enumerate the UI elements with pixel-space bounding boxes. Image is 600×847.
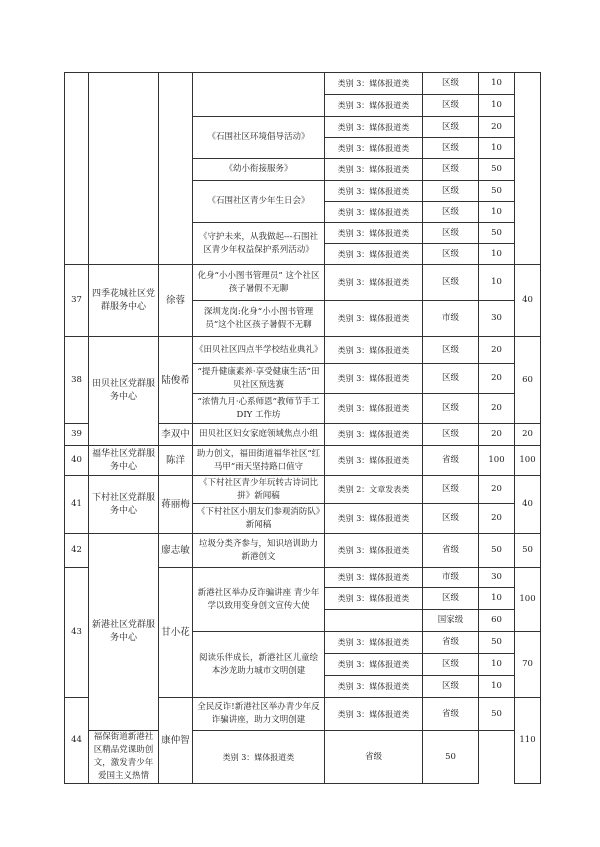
activity-cell <box>193 73 325 117</box>
score-cell: 10 <box>479 676 515 698</box>
record-table-container <box>64 72 540 784</box>
activity-cell: “浓情九月·心系师恩”教师节手工 DIY 工作坊 <box>193 394 325 424</box>
score-cell: 10 <box>479 73 515 95</box>
type-cell: 类别 3：媒体报道类 <box>193 731 325 784</box>
no-cell: 44 <box>65 698 89 784</box>
level-cell: 市级 <box>423 568 479 588</box>
score-cell: 10 <box>479 138 515 159</box>
activity-cell: “提升健康素养·享受健康生活”田贝社区预选赛 <box>193 364 325 394</box>
score-cell: 50 <box>423 731 479 784</box>
score-cell: 50 <box>479 698 515 731</box>
level-cell: 区级 <box>423 73 479 95</box>
level-cell: 市级 <box>423 301 479 337</box>
score-cell: 10 <box>479 654 515 676</box>
type-cell <box>325 610 423 632</box>
activity-cell: 新港社区举办反诈骗讲座 青少年学以致用变身创文宣传大使 <box>193 568 325 632</box>
level-cell: 省级 <box>423 698 479 731</box>
score-cell: 10 <box>479 244 515 265</box>
no-cell: 41 <box>65 476 89 534</box>
org-cell: 四季花城社区党群服务中心 <box>89 265 159 337</box>
activity-cell: 《下村社区青少年玩转古诗词比拼》新闻稿 <box>193 476 325 504</box>
org-cell: 下村社区党群服务中心 <box>89 476 159 534</box>
level-cell: 区级 <box>423 95 479 117</box>
activity-cell: 《幼小衔接服务》 <box>193 159 325 181</box>
score-cell: 50 <box>479 534 515 568</box>
type-cell: 类别 3：媒体报道类 <box>325 698 423 731</box>
activity-cell: 阅读乐伴成长，新港社区儿童绘本沙龙助力城市文明创建 <box>193 632 325 698</box>
level-cell: 省级 <box>423 632 479 654</box>
no-cell <box>65 73 89 265</box>
score-cell: 10 <box>479 265 515 301</box>
level-cell: 区级 <box>423 244 479 265</box>
table-row <box>65 73 541 95</box>
person-cell: 廖志敏 <box>159 534 193 568</box>
level-cell: 国家级 <box>423 610 479 632</box>
type-cell: 类别 3：媒体报道类 <box>325 654 423 676</box>
type-cell: 类别 3：媒体报道类 <box>325 632 423 654</box>
level-cell: 区级 <box>423 337 479 364</box>
record-table <box>64 72 541 784</box>
type-cell: 类别 3：媒体报道类 <box>325 202 423 223</box>
score-cell: 50 <box>479 181 515 202</box>
level-cell: 区级 <box>423 476 479 504</box>
person-cell: 康仲智 <box>159 698 193 784</box>
level-cell: 区级 <box>423 159 479 181</box>
level-cell: 省级 <box>423 446 479 476</box>
table-row <box>65 337 541 364</box>
type-cell: 类别 3：媒体报道类 <box>325 138 423 159</box>
score-cell: 20 <box>479 424 515 446</box>
person-cell: 甘小花 <box>159 568 193 698</box>
person-cell: 徐蓉 <box>159 265 193 337</box>
level-cell: 区级 <box>423 676 479 698</box>
no-cell: 40 <box>65 446 89 476</box>
type-cell: 类别 3：媒体报道类 <box>325 534 423 568</box>
table-row <box>65 446 541 476</box>
type-cell: 类别 3：媒体报道类 <box>325 95 423 117</box>
type-cell: 类别 3：媒体报道类 <box>325 504 423 534</box>
type-cell: 类别 3：媒体报道类 <box>325 446 423 476</box>
type-cell: 类别 3：媒体报道类 <box>325 588 423 610</box>
score-cell: 30 <box>479 301 515 337</box>
type-cell: 类别 3：媒体报道类 <box>325 568 423 588</box>
score-cell: 10 <box>479 202 515 223</box>
activity-cell: 《石围社区青少年生日会》 <box>193 181 325 223</box>
type-cell: 类别 3：媒体报道类 <box>325 159 423 181</box>
type-cell: 类别 3：媒体报道类 <box>325 117 423 138</box>
total-cell: 50 <box>515 534 541 568</box>
table-row <box>65 534 541 568</box>
type-cell: 类别 3：媒体报道类 <box>325 244 423 265</box>
type-cell: 类别 2：文章发表类 <box>325 476 423 504</box>
activity-cell: 深圳龙岗:化身“小小图书管理员”这个社区孩子暑假不无聊 <box>193 301 325 337</box>
level-cell: 区级 <box>423 181 479 202</box>
type-cell: 类别 3：媒体报道类 <box>325 223 423 244</box>
person-cell: 李双中 <box>159 424 193 446</box>
activity-cell: 全民反诈!新港社区举办青少年反诈骗讲座，助力文明创建 <box>193 698 325 731</box>
type-cell: 类别 3：媒体报道类 <box>325 265 423 301</box>
type-cell: 类别 3：媒体报道类 <box>325 424 423 446</box>
total-cell: 110 <box>515 698 541 784</box>
level-cell: 区级 <box>423 654 479 676</box>
type-cell: 类别 3：媒体报道类 <box>325 181 423 202</box>
activity-cell: 助力创文，福田街道福华社区“红马甲”雨天坚持路口值守 <box>193 446 325 476</box>
total-cell: 60 <box>515 337 541 424</box>
score-cell: 100 <box>479 446 515 476</box>
total-cell: 100 <box>515 446 541 476</box>
activity-cell: 《石围社区环境倡导活动》 <box>193 117 325 159</box>
table-row <box>65 265 541 301</box>
type-cell: 类别 3：媒体报道类 <box>325 301 423 337</box>
score-cell: 20 <box>479 337 515 364</box>
score-cell: 50 <box>479 223 515 244</box>
activity-cell: 《田贝社区四点半学校结业典礼》 <box>193 337 325 364</box>
level-cell: 省级 <box>325 731 423 784</box>
score-cell: 20 <box>479 364 515 394</box>
type-cell: 类别 3：媒体报道类 <box>325 676 423 698</box>
level-cell: 区级 <box>423 394 479 424</box>
type-cell: 类别 3：媒体报道类 <box>325 394 423 424</box>
org-cell: 福华社区党群服务中心 <box>89 446 159 476</box>
score-cell: 50 <box>479 632 515 654</box>
org-cell: 田贝社区党群服务中心 <box>89 337 159 446</box>
type-cell: 类别 3：媒体报道类 <box>325 337 423 364</box>
score-cell: 50 <box>479 159 515 181</box>
org-cell <box>89 73 159 265</box>
level-cell: 区级 <box>423 138 479 159</box>
activity-cell: 福保街道新港社区精品党课助创文，激发青少年爱国主义热情 <box>89 731 159 784</box>
table-row <box>65 476 541 504</box>
no-cell: 42 <box>65 534 89 568</box>
table-row <box>65 731 541 784</box>
total-cell: 40 <box>515 265 541 337</box>
type-cell: 类别 3：媒体报道类 <box>325 73 423 95</box>
person-cell: 陆俊希 <box>159 337 193 424</box>
level-cell: 区级 <box>423 364 479 394</box>
type-cell: 类别 3：媒体报道类 <box>325 364 423 394</box>
score-cell: 20 <box>479 504 515 534</box>
no-cell: 37 <box>65 265 89 337</box>
total-cell: 20 <box>515 424 541 446</box>
score-cell: 20 <box>479 394 515 424</box>
total-cell: 40 <box>515 476 541 534</box>
score-cell: 10 <box>479 95 515 117</box>
level-cell: 区级 <box>423 588 479 610</box>
level-cell: 区级 <box>423 265 479 301</box>
score-cell: 10 <box>479 588 515 610</box>
person-cell <box>159 73 193 265</box>
total-cell <box>515 73 541 265</box>
activity-cell: 垃圾分类齐参与，知识培训助力新港创文 <box>193 534 325 568</box>
score-cell: 60 <box>479 610 515 632</box>
no-cell: 43 <box>65 568 89 698</box>
person-cell: 蒋丽梅 <box>159 476 193 534</box>
level-cell: 区级 <box>423 202 479 223</box>
level-cell: 区级 <box>423 424 479 446</box>
total-cell: 70 <box>515 632 541 698</box>
activity-cell: 田贝社区妇女家庭领域焦点小组 <box>193 424 325 446</box>
level-cell: 省级 <box>423 534 479 568</box>
activity-cell: 《守护未来，从我做起---石围社区青少年权益保护系列活动》 <box>193 223 325 265</box>
score-cell: 30 <box>479 568 515 588</box>
score-cell: 20 <box>479 117 515 138</box>
total-cell: 100 <box>515 568 541 632</box>
activity-cell: 化身“小小图书管理员” 这个社区孩子暑假不无聊 <box>193 265 325 301</box>
activity-cell: 《下村社区小朋友们参观消防队》新闻稿 <box>193 504 325 534</box>
person-cell: 陈洋 <box>159 446 193 476</box>
no-cell: 38 <box>65 337 89 424</box>
level-cell: 区级 <box>423 504 479 534</box>
no-cell: 39 <box>65 424 89 446</box>
level-cell: 区级 <box>423 223 479 244</box>
score-cell: 20 <box>479 476 515 504</box>
org-cell: 新港社区党群服务中心 <box>89 534 159 731</box>
level-cell: 区级 <box>423 117 479 138</box>
